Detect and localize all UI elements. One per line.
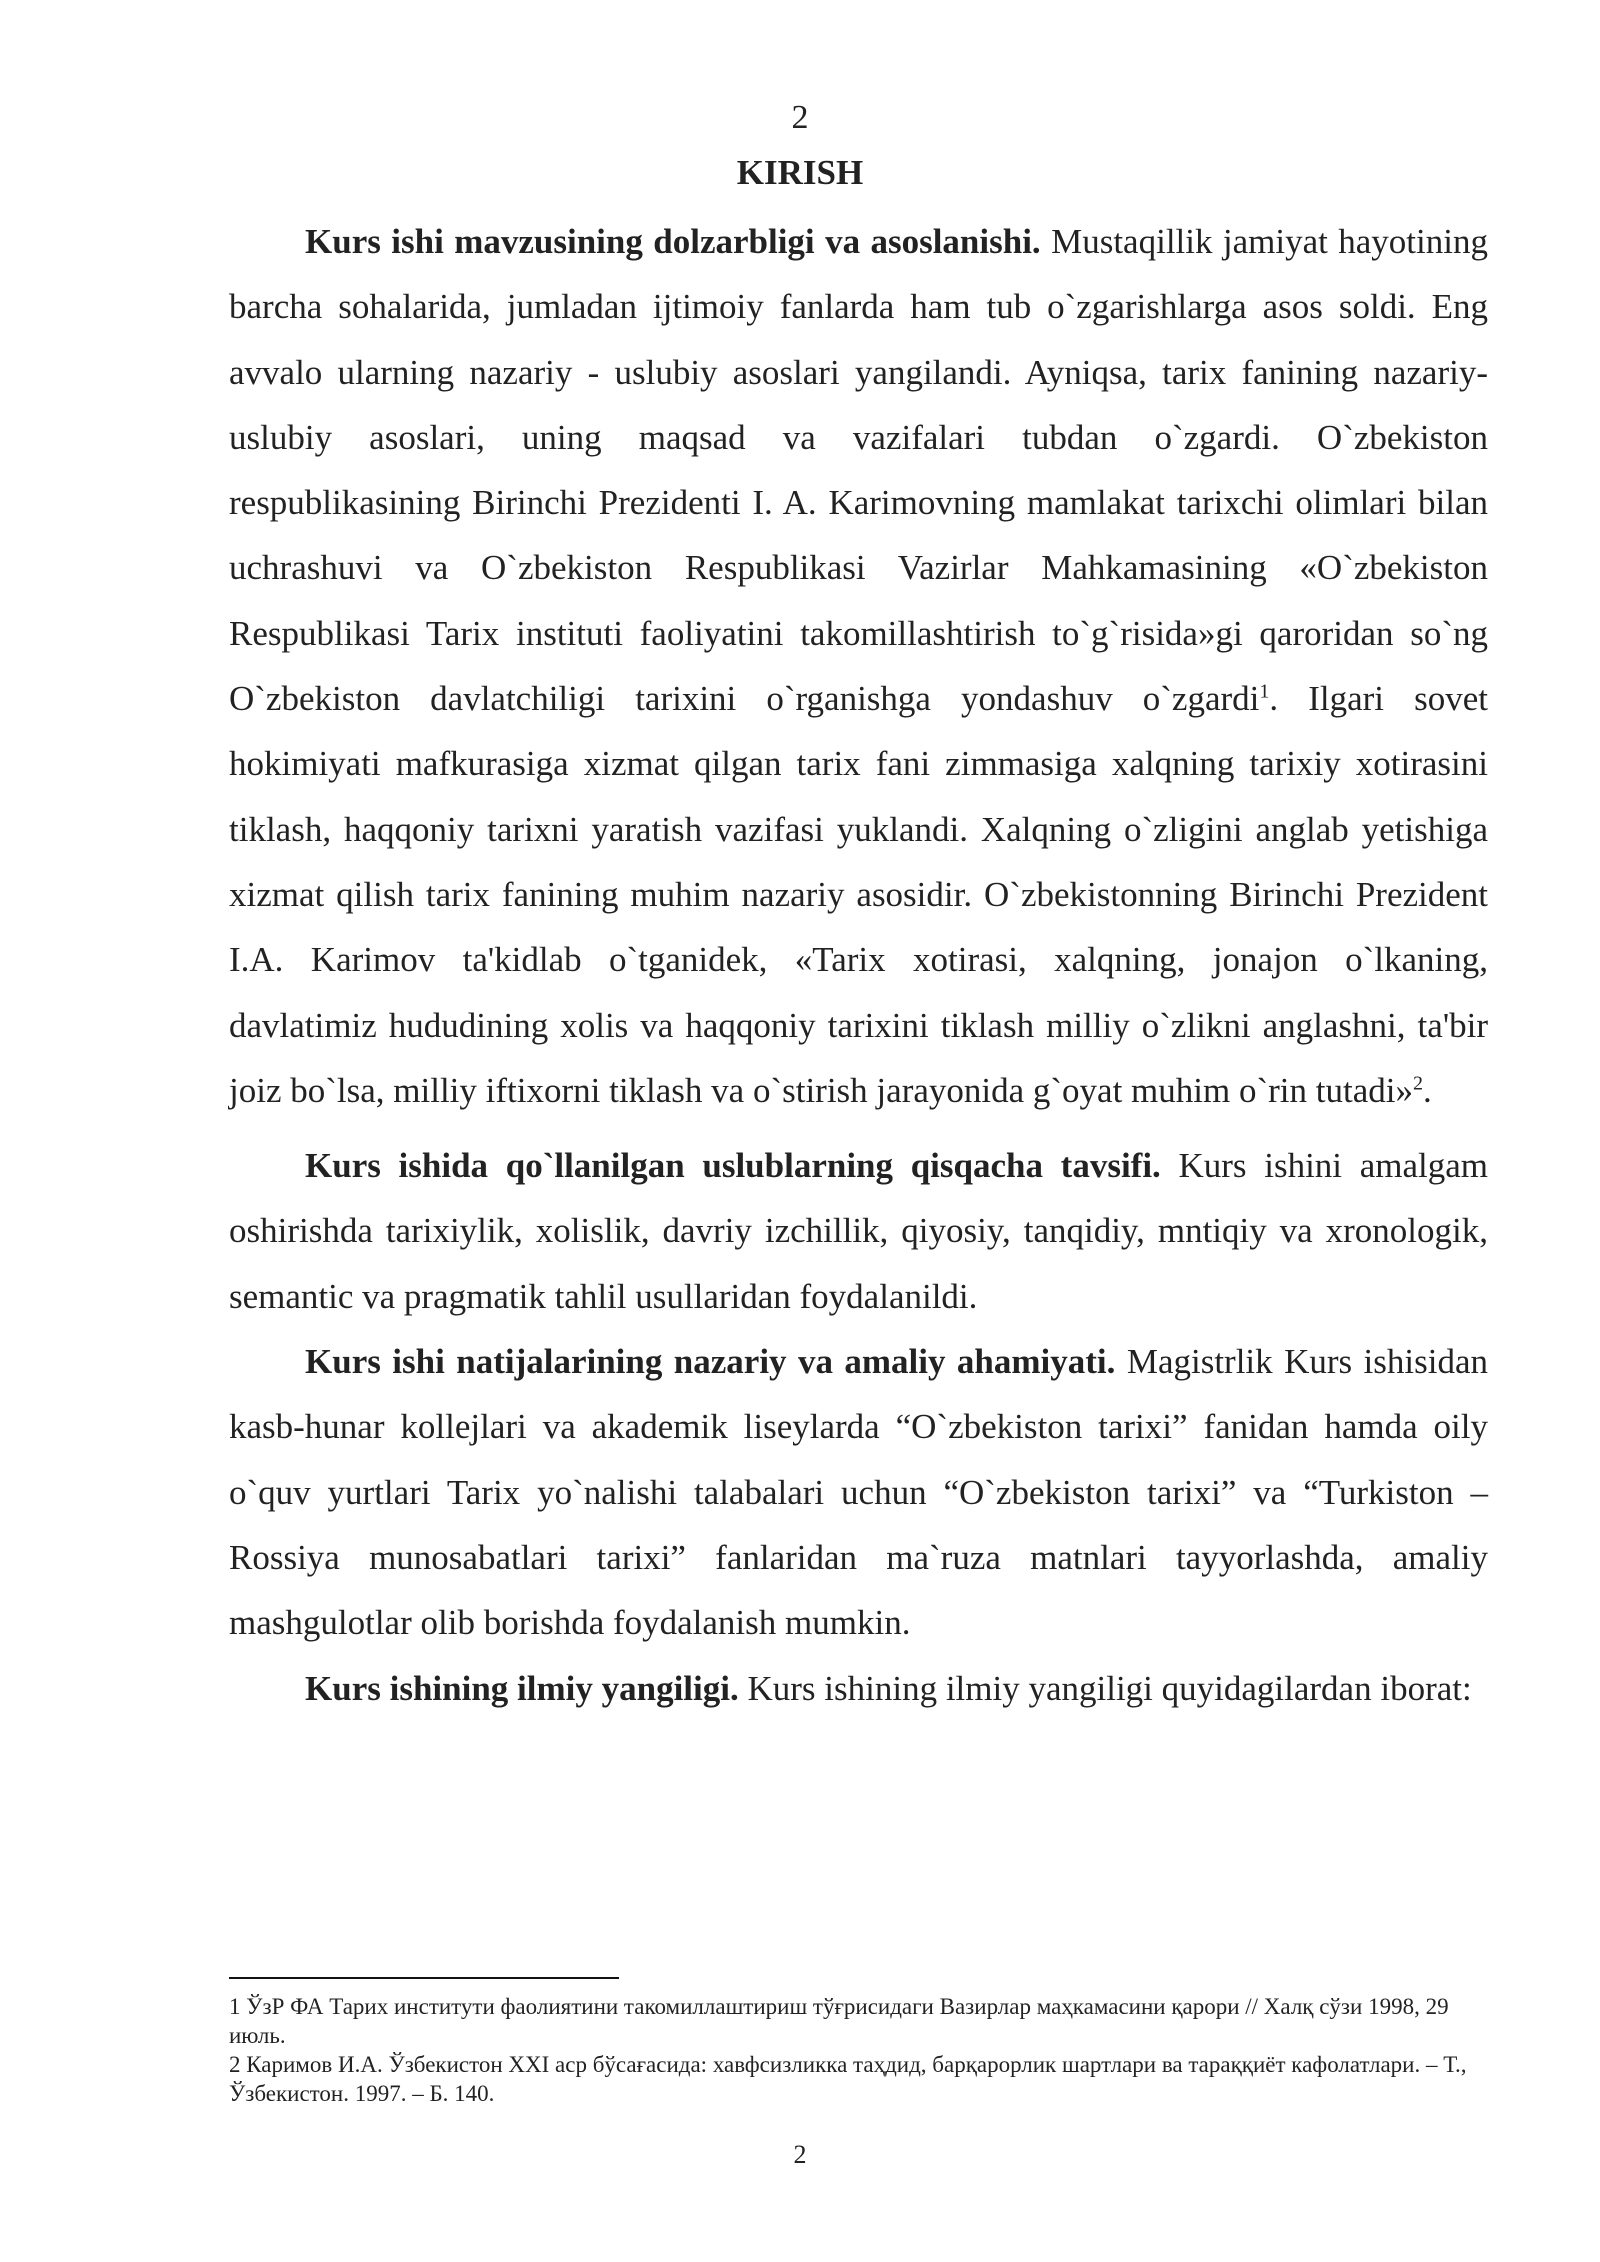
- paragraph-text: Kurs ishini amalgam oshirishda tarixiylik, xolislik, davriy izchillik, qiyosiy, tanqidiy, mntiqiy va xronologik, semantic va pragmatik tahlil usullaridan foydalanildi.: [229, 1146, 1489, 1316]
- paragraph-novelty: [229, 1656, 1488, 1721]
- footnote-item: 2 Каримов И.А. Ўзбекистон XXI аср бўсағасида: хавфсизликка таҳдид, барқарорлик шартлари ва тараққиёт кафолатлари. – Т., Ўзбекистон. 1997. – Б. 140.: [229, 2052, 1467, 2106]
- page-number-bottom: 2: [793, 2140, 807, 2169]
- paragraph-lead: Kurs ishi natijalarining nazariy va amaliy ahamiyati.: [305, 1342, 1116, 1382]
- paragraph-text: Mustaqillik jamiyat hayotining barcha sohalarida, jumladan ijtimoiy fanlarda ham tub o`zgarishlarga asos soldi. Eng avvalo ularning nazariy - uslubiy asoslari yangilandi. Ayniqsa, tarix fanining nazariy-uslubiy asoslari, uning maqsad va vazifalari tubdan o`zgardi. O`zbekiston respublikasining Birinchi Prezidenti I. A. Karimovning mamlakat tarixchi olimlari bilan uchrashuvi va O`zbekiston Respublikasi Vazirlar Mahkamasining «O`zbekiston Respublikasi Tarix instituti faoliyatini takomillashtirish to`g`risida»gi qaroridan so`ng O`zbekiston davlatchiligi tarixini o`rganishga yondashuv o`zgardi: [229, 222, 1488, 719]
- paragraph-text: Kurs ishining ilmiy yangiligi quyidagilardan iborat:: [738, 1668, 1472, 1708]
- paragraph-lead: Kurs ishida qo`llanilgan uslublarning qisqacha tavsifi.: [305, 1146, 1161, 1186]
- footnote-item: 1 ЎзР ФА Тарих институти фаолиятини такомиллаштириш тўғрисидаги Вазирлар маҳкамасини қарори // Халқ сўзи 1998, 29 июль.: [229, 1994, 1449, 2048]
- paragraph-text: . Ilgari sovet hokimiyati mafkurasiga xizmat qilgan tarix fani zimmasiga xalqning tarixiy xotirasini tiklash, haqqoniy tarixni yaratish vazifasi yuklandi. Xalqning o`zligini anglab yetishiga xizmat qilish tarix fanining muhim nazariy asosidir. O`zbekistonning Birinchi Prezident I.A. Karimov ta'kidlab o`tganidek, «Tarix xotirasi, xalqning, jonajon o`lkaning, davlatimiz hududining xolis va haqqoniy tarixini tiklash milliy o`zlikni anglashni, ta'bir joiz bo`lsa, milliy iftixorni tiklash va o`stirish jarayonida g`oyat muhim o`rin tutadi»: [229, 679, 1488, 1110]
- paragraph-text: Magistrlik Kurs ishisidan kasb-hunar kollejlari va akademik liseylarda “O`zbekiston tarixi” fanidan hamda oily o`quv yurtlari Tarix yo`nalishi talabalari uchun “O`zbekiston tarixi” va “Turkiston – Rossiya munosabatlari tarixi” fanlaridan ma`ruza matnlari tayyorlashda, amaliy mashgulotlar olib borishda foydalanish mumkin.: [229, 1342, 1489, 1643]
- paragraph-relevance: [229, 209, 1488, 1123]
- paragraph-significance: [229, 1329, 1488, 1655]
- section-title: KIRISH: [736, 153, 864, 192]
- footnote-divider: [229, 1977, 619, 1979]
- body-text: [229, 209, 1488, 1721]
- paragraph-methods: [229, 1133, 1488, 1329]
- footnote-ref[interactable]: 2: [1412, 1072, 1423, 1095]
- paragraph-text: .: [1422, 1070, 1432, 1110]
- page-number-top: 2: [791, 99, 809, 136]
- paragraph-lead: Kurs ishining ilmiy yangiligi.: [305, 1668, 739, 1708]
- footnote-ref[interactable]: 1: [1259, 680, 1270, 703]
- paragraph-lead: Kurs ishi mavzusining dolzarbligi va asoslanishi.: [305, 222, 1041, 261]
- footnotes: [229, 1992, 1488, 2108]
